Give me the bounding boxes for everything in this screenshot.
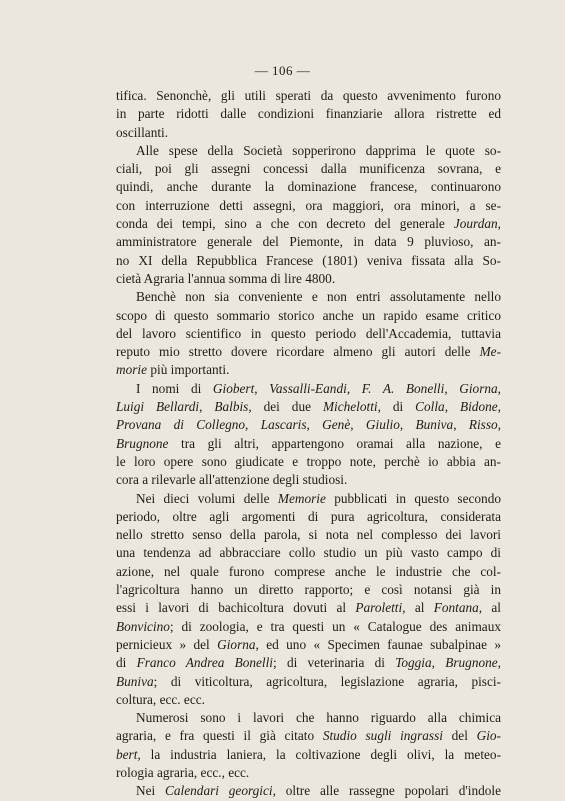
- text-line: bert, la industria laniera, la coltivazione degli olivi, la meteo-: [116, 746, 501, 762]
- text-line: tifica. Senonchè, gli utili sperati da questo avvenimento furono: [116, 88, 501, 103]
- text-line: nello stretto senso della parola, si nota nel complesso dei lavori: [116, 527, 501, 543]
- text-line: no XI della Repubblica Francese (1801) veniva fissata alla So-: [116, 252, 501, 268]
- text-line: l'agricoltura hanno un diretto rapporto; e così notansi già in: [116, 582, 501, 598]
- text-line: periodo, oltre agli argomenti di pura agricoltura, considerata: [116, 508, 501, 524]
- page-number: — 106 —: [254, 63, 311, 78]
- text-line: Nei dieci volumi delle Memorie pubblicati in questo secondo: [136, 490, 501, 506]
- text-line: amministratore generale del Piemonte, in data 9 pluvioso, an-: [116, 234, 501, 250]
- text-line: con interruzione detti assegni, ora maggiori, ora minori, a se-: [116, 197, 501, 213]
- body-text: [116, 87, 501, 801]
- text-line: Alle spese della Società sopperirono dapprima le quote so-: [136, 142, 501, 158]
- text-line: coltura, ecc. ecc.: [116, 691, 205, 707]
- text-line: Benchè non sia conveniente e non entri assolutamente nello: [136, 289, 501, 305]
- text-line: le loro opere sono giudicate e troppo note, perchè io abbia an-: [116, 453, 501, 469]
- text-line: in parte ridotti dalle condizioni finanziarie allora ristrette ed: [116, 106, 501, 122]
- text-line: Buniva; di viticoltura, agricoltura, legislazione agraria, pisci-: [116, 673, 501, 689]
- text-line: Luigi Bellardi, Balbis, dei due Michelotti, di Colla, Bidone,: [116, 399, 501, 415]
- text-line: Bonvicino; di zoologia, e tra questi un « Catalogue des animaux: [116, 618, 501, 634]
- text-line: quindi, anche durante la dominazione francese, continuarono: [116, 179, 501, 195]
- text-line: agraria, e fra questi il già citato Studio sugli ingrassi del Gio-: [116, 728, 501, 744]
- text-line: I nomi di Giobert, Vassalli-Eandi, F. A. Bonelli, Giorna,: [136, 380, 501, 396]
- text-line: ciali, poi gli assegni concessi dalla munificenza sovrana, e: [116, 161, 501, 177]
- text-line: Provana di Collegno, Lascaris, Genè, Giulio, Buniva, Risso,: [116, 417, 501, 433]
- text-line: scopo di questo sommario storico anche un rapido esame critico: [116, 307, 501, 323]
- text-line: pernicieux » del Giorna, ed uno « Specimen faunae subalpinae »: [116, 636, 501, 652]
- text-line: morie più importanti.: [116, 362, 230, 378]
- text-line: Numerosi sono i lavori che hanno riguardo alla chimica: [136, 710, 501, 726]
- text-line: Brugnone tra gli altri, appartengono oramai alla nazione, e: [116, 435, 501, 451]
- text-line: cora a rilevarle all'attenzione degli studiosi.: [116, 472, 348, 488]
- text-line: Nei Calendari georgici, oltre alle rassegne popolari d'indole: [136, 783, 501, 799]
- text-line: rologia agraria, ecc., ecc.: [116, 764, 250, 780]
- text-line: conda dei tempi, sino a che con decreto del generale Jourdan,: [116, 216, 501, 232]
- text-line: cietà Agraria l'annua somma di lire 4800.: [116, 270, 336, 286]
- text-line: di Franco Andrea Bonelli; di veterinaria di Toggia, Brugnone,: [116, 655, 501, 671]
- text-line: una tendenza ad abbracciare collo studio un più vasto campo di: [116, 545, 501, 561]
- text-line: essi i lavori di bachicoltura dovuti al Paroletti, al Fontana, al: [116, 600, 501, 616]
- text-line: reputo mio stretto dovere ricordare almeno gli autori delle Me-: [116, 344, 501, 360]
- text-line: azione, nel quale furono comprese anche le industrie che col-: [116, 563, 501, 579]
- text-line: oscillanti.: [116, 124, 169, 140]
- text-line: del lavoro scientifico in questo periodo dell'Accademia, tuttavia: [116, 325, 501, 341]
